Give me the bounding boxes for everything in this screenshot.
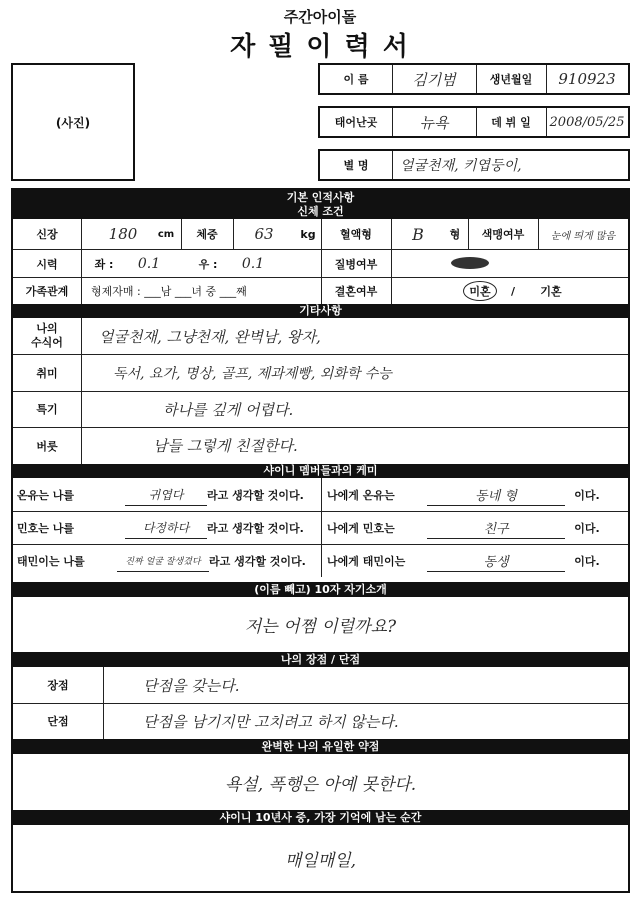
pro-value: 단점을 갖는다. — [143, 676, 240, 695]
body-row-3 — [13, 277, 628, 304]
taemin-right-value: 동생 — [427, 550, 565, 572]
married-label: 결혼여부 — [334, 285, 378, 298]
section-weakness: 완벽한 나의 유일한 약점 — [13, 739, 628, 754]
modifier-value: 얼굴천재, 그냥천재, 완벽남, 왕자, — [99, 327, 321, 346]
family-text: 형제자매 : ___남 ___녀 중 ___째 — [91, 285, 247, 298]
blood-unit: 형 — [449, 228, 461, 241]
body-row-1 — [13, 219, 628, 249]
photo-box — [11, 63, 135, 181]
birthplace-label: 태어난곳 — [334, 116, 378, 129]
blood-value: B — [412, 224, 424, 244]
modifier-label: 나의 수식어 — [31, 322, 63, 349]
nickname-value: 얼굴천재, 키엽둥이, — [400, 158, 522, 174]
chemistry-table — [13, 478, 628, 577]
birth-value: 910923 — [558, 70, 616, 88]
onew-left-suffix: 라고 생각할 것이다. — [207, 488, 304, 502]
memory-value: 매일매일, — [284, 850, 357, 871]
weight-label: 체중 — [196, 228, 218, 241]
married-married: 기혼 — [540, 285, 562, 298]
vision-left-label: 좌 : — [94, 257, 114, 271]
married-single: 미혼 — [463, 281, 497, 301]
vision-label: 시력 — [36, 257, 58, 271]
photo-label: (사진) — [55, 115, 91, 130]
height-unit: cm — [157, 228, 175, 240]
height-value: 180 — [108, 225, 138, 243]
blood-label: 혈액형 — [340, 228, 372, 241]
minho-left-label: 민호는 나를 — [17, 521, 74, 535]
pros-cons-table — [13, 667, 628, 739]
con-value: 단점을 남기지만 고치려고 하지 않는다. — [143, 712, 399, 731]
weight-unit: kg — [300, 227, 316, 241]
name-value: 김기범 — [412, 70, 456, 89]
colorblind-label: 색맹여부 — [481, 228, 525, 241]
married-slash: / — [510, 284, 516, 298]
habit-value: 남들 그렇게 친절한다. — [153, 437, 298, 455]
minho-right-value: 친구 — [427, 517, 565, 539]
con-label: 단점 — [47, 715, 69, 728]
birthplace-value: 뉴욕 — [419, 113, 449, 132]
magazine-name: 주간아이돌 — [283, 8, 357, 26]
section-body: 신체 조건 — [13, 205, 628, 219]
onew-right-label: 나에게 온유는 — [327, 488, 395, 502]
section-basic: 기본 인적사항 — [13, 190, 628, 205]
minho-right-suffix: 이다. — [574, 521, 600, 535]
section-other: 기타사항 — [13, 304, 628, 318]
onew-left-label: 온유는 나를 — [17, 488, 74, 502]
debut-label: 데 뷔 일 — [491, 116, 531, 129]
birth-label: 생년월일 — [489, 73, 533, 86]
onew-right-suffix: 이다. — [574, 488, 600, 502]
hobby-label: 취미 — [36, 366, 58, 380]
colorblind-value: 눈에 띄게 많음 — [550, 230, 616, 242]
name-label: 이 름 — [343, 73, 369, 86]
minho-right-label: 나에게 민호는 — [327, 521, 395, 535]
weight-value: 63 — [254, 225, 274, 243]
disease-scribble — [451, 257, 489, 269]
name-birth-row — [318, 63, 630, 95]
pro-label: 장점 — [47, 679, 69, 692]
nickname-label: 별 명 — [343, 159, 369, 172]
taemin-left-label: 태민이는 나를 — [17, 554, 85, 568]
taemin-left-value: 진짜 얼굴 잘생겼다 — [117, 550, 209, 572]
section-pros-cons: 나의 장점 / 단점 — [13, 652, 628, 667]
debut-value: 2008/05/25 — [549, 114, 625, 130]
section-chemistry: 샤이니 멤버들과의 케미 — [13, 464, 628, 478]
nickname-row — [318, 149, 630, 181]
weakness-value: 욕설, 폭행은 아예 못한다. — [224, 774, 417, 795]
section-intro: (이름 빼고) 10자 자기소개 — [13, 582, 628, 597]
onew-right-value: 동네 형 — [427, 484, 565, 506]
taemin-right-label: 나에게 태민이는 — [327, 554, 406, 568]
habit-label: 버릇 — [36, 439, 58, 453]
hobby-value: 독서, 요가, 명상, 골프, 제과제빵, 외화학 수능 — [113, 365, 392, 382]
body-row-2 — [13, 249, 628, 277]
taemin-left-suffix: 라고 생각할 것이다. — [209, 554, 306, 568]
skill-value: 하나를 깊게 어렵다. — [163, 400, 294, 419]
minho-left-value: 다정하다 — [125, 517, 207, 539]
family-label: 가족관계 — [25, 285, 69, 298]
other-table — [13, 318, 628, 464]
taemin-right-suffix: 이다. — [574, 554, 600, 568]
height-label: 신장 — [36, 228, 58, 241]
vision-right-label: 우 : — [198, 257, 218, 271]
intro-value: 저는 어쩜 이럴까요? — [244, 617, 397, 637]
section-memory: 샤이니 10년사 중, 가장 기억에 남는 순간 — [13, 810, 628, 825]
skill-label: 특기 — [36, 403, 58, 416]
birthplace-debut-row — [318, 106, 630, 138]
disease-label: 질병여부 — [334, 257, 378, 271]
main-form — [11, 188, 630, 893]
page-title: 자 필 이 력 서 — [230, 32, 410, 62]
vision-right-value: 0.1 — [241, 255, 265, 272]
minho-left-suffix: 라고 생각할 것이다. — [207, 521, 304, 535]
onew-left-value: 귀엽다 — [125, 484, 207, 506]
vision-left-value: 0.1 — [137, 255, 161, 272]
